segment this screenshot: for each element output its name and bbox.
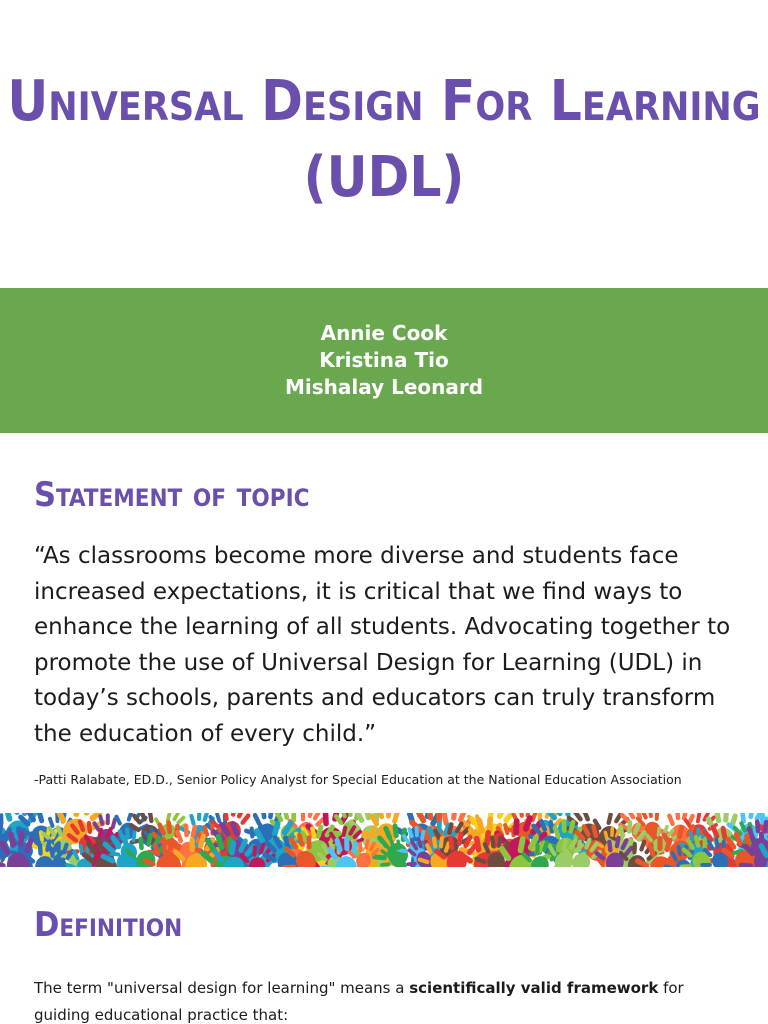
definition-text xyxy=(34,975,744,1024)
title-section xyxy=(0,0,768,288)
statement-heading: Statement of topic xyxy=(34,475,310,515)
colorful-hands-banner xyxy=(0,813,768,867)
main-title xyxy=(0,64,768,216)
main-title-line-2: (UDL) xyxy=(303,145,465,210)
definition-section xyxy=(0,867,768,1024)
definition-text-end: for guiding educational practice that: xyxy=(34,979,684,1024)
main-title-line-1: Universal Design For Learning xyxy=(7,69,761,134)
author-name: Kristina Tio xyxy=(319,348,449,372)
definition-text-bold: scientifically valid framework xyxy=(409,979,659,997)
author-name: Annie Cook xyxy=(320,321,448,345)
hands-illustration xyxy=(0,813,768,867)
definition-heading: Definition xyxy=(34,905,183,945)
definition-text-start: The term "universal design for learning" means a xyxy=(34,979,410,997)
statement-section xyxy=(0,433,768,813)
statement-quote: “As classrooms become more diverse and students face increased expectations, it is critical that we find ways to enhance the learning of all students. Advocating together to promote the use of Universal Design for Learning (UDL) in today’s schools, parents and educators can truly transform the education of every child.” xyxy=(34,543,731,747)
author-name: Mishalay Leonard xyxy=(284,375,484,399)
quote-attribution: -Patti Ralabate, ED.D., Senior Policy Analyst for Special Education at the National Education Association xyxy=(34,772,682,787)
authors-band xyxy=(0,288,768,433)
